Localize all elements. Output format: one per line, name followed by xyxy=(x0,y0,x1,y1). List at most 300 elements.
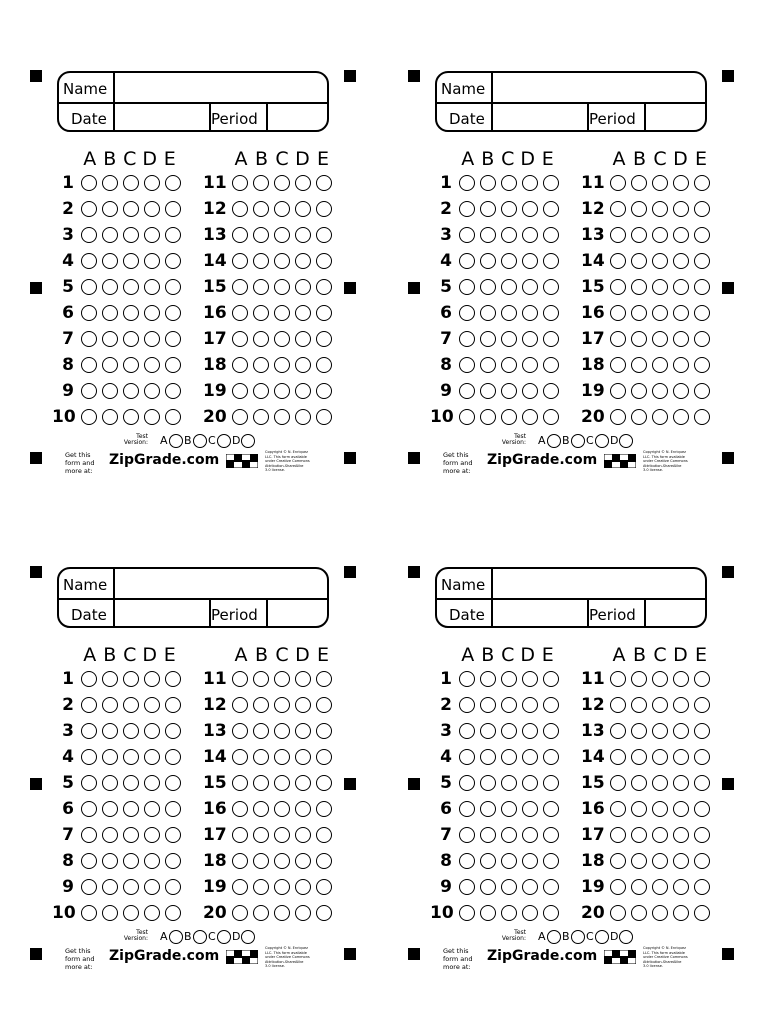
answer-bubble-d[interactable] xyxy=(295,827,311,843)
answer-bubble-e[interactable] xyxy=(694,253,710,269)
answer-bubble-e[interactable] xyxy=(694,749,710,765)
answer-bubble-c[interactable] xyxy=(123,905,139,921)
answer-bubble-b[interactable] xyxy=(480,879,496,895)
answer-bubble-d[interactable] xyxy=(673,279,689,295)
answer-bubble-b[interactable] xyxy=(102,749,118,765)
answer-bubble-a[interactable] xyxy=(459,175,475,191)
answer-bubble-d[interactable] xyxy=(522,879,538,895)
answer-bubble-a[interactable] xyxy=(610,723,626,739)
answer-bubble-b[interactable] xyxy=(480,227,496,243)
answer-bubble-d[interactable] xyxy=(144,175,160,191)
answer-bubble-b[interactable] xyxy=(631,253,647,269)
answer-bubble-a[interactable] xyxy=(232,175,248,191)
answer-bubble-e[interactable] xyxy=(694,357,710,373)
answer-bubble-d[interactable] xyxy=(144,723,160,739)
version-bubble-d[interactable] xyxy=(241,434,255,448)
answer-bubble-c[interactable] xyxy=(501,879,517,895)
answer-bubble-e[interactable] xyxy=(165,227,181,243)
answer-bubble-c[interactable] xyxy=(652,331,668,347)
answer-bubble-b[interactable] xyxy=(480,201,496,217)
answer-bubble-e[interactable] xyxy=(316,409,332,425)
answer-bubble-b[interactable] xyxy=(631,383,647,399)
answer-bubble-c[interactable] xyxy=(123,175,139,191)
answer-bubble-b[interactable] xyxy=(253,201,269,217)
answer-bubble-b[interactable] xyxy=(480,305,496,321)
answer-bubble-c[interactable] xyxy=(123,279,139,295)
answer-bubble-c[interactable] xyxy=(652,723,668,739)
answer-bubble-c[interactable] xyxy=(123,357,139,373)
answer-bubble-c[interactable] xyxy=(274,827,290,843)
answer-bubble-b[interactable] xyxy=(631,175,647,191)
answer-bubble-e[interactable] xyxy=(316,749,332,765)
answer-bubble-d[interactable] xyxy=(144,801,160,817)
answer-bubble-c[interactable] xyxy=(652,253,668,269)
answer-bubble-e[interactable] xyxy=(316,697,332,713)
answer-bubble-a[interactable] xyxy=(459,201,475,217)
answer-bubble-e[interactable] xyxy=(316,671,332,687)
answer-bubble-b[interactable] xyxy=(631,827,647,843)
answer-bubble-b[interactable] xyxy=(253,279,269,295)
answer-bubble-d[interactable] xyxy=(295,697,311,713)
answer-bubble-b[interactable] xyxy=(102,671,118,687)
name-field[interactable] xyxy=(494,571,701,595)
answer-bubble-e[interactable] xyxy=(543,697,559,713)
answer-bubble-a[interactable] xyxy=(232,279,248,295)
answer-bubble-a[interactable] xyxy=(610,253,626,269)
answer-bubble-b[interactable] xyxy=(480,409,496,425)
version-bubble-b[interactable] xyxy=(571,434,585,448)
answer-bubble-b[interactable] xyxy=(253,383,269,399)
answer-bubble-e[interactable] xyxy=(165,357,181,373)
answer-bubble-d[interactable] xyxy=(673,331,689,347)
answer-bubble-c[interactable] xyxy=(123,775,139,791)
answer-bubble-a[interactable] xyxy=(610,775,626,791)
answer-bubble-c[interactable] xyxy=(501,409,517,425)
answer-bubble-a[interactable] xyxy=(232,827,248,843)
answer-bubble-d[interactable] xyxy=(144,201,160,217)
answer-bubble-c[interactable] xyxy=(123,331,139,347)
answer-bubble-e[interactable] xyxy=(165,775,181,791)
answer-bubble-b[interactable] xyxy=(631,853,647,869)
answer-bubble-c[interactable] xyxy=(123,801,139,817)
answer-bubble-d[interactable] xyxy=(522,175,538,191)
answer-bubble-c[interactable] xyxy=(123,879,139,895)
answer-bubble-a[interactable] xyxy=(232,671,248,687)
answer-bubble-a[interactable] xyxy=(610,697,626,713)
answer-bubble-d[interactable] xyxy=(295,331,311,347)
answer-bubble-e[interactable] xyxy=(694,775,710,791)
answer-bubble-d[interactable] xyxy=(673,723,689,739)
answer-bubble-e[interactable] xyxy=(694,279,710,295)
answer-bubble-b[interactable] xyxy=(102,905,118,921)
answer-bubble-c[interactable] xyxy=(652,749,668,765)
answer-bubble-d[interactable] xyxy=(673,775,689,791)
answer-bubble-a[interactable] xyxy=(232,357,248,373)
answer-bubble-c[interactable] xyxy=(652,357,668,373)
answer-bubble-a[interactable] xyxy=(459,279,475,295)
answer-bubble-a[interactable] xyxy=(459,905,475,921)
answer-bubble-b[interactable] xyxy=(631,697,647,713)
answer-bubble-e[interactable] xyxy=(543,775,559,791)
answer-bubble-d[interactable] xyxy=(673,697,689,713)
period-field[interactable] xyxy=(269,106,323,128)
answer-bubble-a[interactable] xyxy=(81,201,97,217)
name-field[interactable] xyxy=(116,571,323,595)
answer-bubble-a[interactable] xyxy=(232,905,248,921)
period-field[interactable] xyxy=(647,602,701,624)
answer-bubble-b[interactable] xyxy=(102,801,118,817)
answer-bubble-d[interactable] xyxy=(295,749,311,765)
answer-bubble-d[interactable] xyxy=(522,383,538,399)
answer-bubble-d[interactable] xyxy=(673,305,689,321)
answer-bubble-a[interactable] xyxy=(81,775,97,791)
answer-bubble-c[interactable] xyxy=(501,227,517,243)
answer-bubble-c[interactable] xyxy=(652,383,668,399)
date-field[interactable] xyxy=(494,106,584,128)
answer-bubble-a[interactable] xyxy=(459,775,475,791)
answer-bubble-e[interactable] xyxy=(543,305,559,321)
answer-bubble-b[interactable] xyxy=(253,253,269,269)
answer-bubble-d[interactable] xyxy=(144,749,160,765)
answer-bubble-a[interactable] xyxy=(232,305,248,321)
answer-bubble-c[interactable] xyxy=(123,853,139,869)
answer-bubble-a[interactable] xyxy=(81,357,97,373)
answer-bubble-b[interactable] xyxy=(631,357,647,373)
answer-bubble-e[interactable] xyxy=(165,279,181,295)
answer-bubble-a[interactable] xyxy=(232,801,248,817)
answer-bubble-b[interactable] xyxy=(480,253,496,269)
date-field[interactable] xyxy=(116,106,206,128)
answer-bubble-c[interactable] xyxy=(123,201,139,217)
answer-bubble-a[interactable] xyxy=(232,409,248,425)
answer-bubble-a[interactable] xyxy=(81,697,97,713)
answer-bubble-c[interactable] xyxy=(652,671,668,687)
answer-bubble-e[interactable] xyxy=(165,723,181,739)
answer-bubble-e[interactable] xyxy=(543,175,559,191)
answer-bubble-a[interactable] xyxy=(610,227,626,243)
answer-bubble-e[interactable] xyxy=(316,853,332,869)
answer-bubble-c[interactable] xyxy=(274,879,290,895)
answer-bubble-a[interactable] xyxy=(81,723,97,739)
answer-bubble-b[interactable] xyxy=(253,227,269,243)
answer-bubble-e[interactable] xyxy=(543,227,559,243)
answer-bubble-c[interactable] xyxy=(501,305,517,321)
answer-bubble-b[interactable] xyxy=(480,853,496,869)
answer-bubble-a[interactable] xyxy=(610,671,626,687)
answer-bubble-b[interactable] xyxy=(480,827,496,843)
answer-bubble-c[interactable] xyxy=(274,201,290,217)
answer-bubble-e[interactable] xyxy=(316,879,332,895)
answer-bubble-a[interactable] xyxy=(81,879,97,895)
answer-bubble-b[interactable] xyxy=(253,671,269,687)
answer-bubble-e[interactable] xyxy=(316,305,332,321)
answer-bubble-a[interactable] xyxy=(81,383,97,399)
answer-bubble-c[interactable] xyxy=(652,305,668,321)
answer-bubble-b[interactable] xyxy=(631,749,647,765)
period-field[interactable] xyxy=(647,106,701,128)
answer-bubble-a[interactable] xyxy=(459,801,475,817)
answer-bubble-d[interactable] xyxy=(522,305,538,321)
answer-bubble-e[interactable] xyxy=(694,697,710,713)
answer-bubble-e[interactable] xyxy=(694,853,710,869)
answer-bubble-a[interactable] xyxy=(81,279,97,295)
version-bubble-c[interactable] xyxy=(217,434,231,448)
answer-bubble-a[interactable] xyxy=(459,879,475,895)
answer-bubble-a[interactable] xyxy=(81,749,97,765)
answer-bubble-c[interactable] xyxy=(652,201,668,217)
answer-bubble-d[interactable] xyxy=(144,853,160,869)
answer-bubble-c[interactable] xyxy=(123,383,139,399)
answer-bubble-b[interactable] xyxy=(631,305,647,321)
answer-bubble-d[interactable] xyxy=(673,175,689,191)
answer-bubble-d[interactable] xyxy=(522,801,538,817)
answer-bubble-b[interactable] xyxy=(631,723,647,739)
answer-bubble-c[interactable] xyxy=(652,175,668,191)
answer-bubble-c[interactable] xyxy=(652,801,668,817)
answer-bubble-d[interactable] xyxy=(673,253,689,269)
period-field[interactable] xyxy=(269,602,323,624)
answer-bubble-c[interactable] xyxy=(274,383,290,399)
answer-bubble-c[interactable] xyxy=(123,723,139,739)
answer-bubble-b[interactable] xyxy=(102,879,118,895)
answer-bubble-e[interactable] xyxy=(165,331,181,347)
answer-bubble-b[interactable] xyxy=(102,409,118,425)
version-bubble-d[interactable] xyxy=(241,930,255,944)
answer-bubble-d[interactable] xyxy=(144,697,160,713)
answer-bubble-e[interactable] xyxy=(543,331,559,347)
answer-bubble-b[interactable] xyxy=(253,827,269,843)
answer-bubble-d[interactable] xyxy=(673,671,689,687)
answer-bubble-a[interactable] xyxy=(610,201,626,217)
answer-bubble-e[interactable] xyxy=(165,905,181,921)
answer-bubble-e[interactable] xyxy=(165,749,181,765)
answer-bubble-a[interactable] xyxy=(81,409,97,425)
answer-bubble-c[interactable] xyxy=(501,749,517,765)
answer-bubble-d[interactable] xyxy=(673,853,689,869)
answer-bubble-c[interactable] xyxy=(652,697,668,713)
answer-bubble-e[interactable] xyxy=(694,383,710,399)
answer-bubble-c[interactable] xyxy=(274,775,290,791)
answer-bubble-a[interactable] xyxy=(81,801,97,817)
answer-bubble-b[interactable] xyxy=(102,279,118,295)
answer-bubble-b[interactable] xyxy=(253,905,269,921)
answer-bubble-d[interactable] xyxy=(144,331,160,347)
answer-bubble-a[interactable] xyxy=(81,305,97,321)
answer-bubble-b[interactable] xyxy=(480,801,496,817)
answer-bubble-d[interactable] xyxy=(522,723,538,739)
answer-bubble-a[interactable] xyxy=(232,227,248,243)
answer-bubble-a[interactable] xyxy=(459,671,475,687)
answer-bubble-e[interactable] xyxy=(316,253,332,269)
answer-bubble-a[interactable] xyxy=(610,175,626,191)
answer-bubble-b[interactable] xyxy=(631,879,647,895)
answer-bubble-e[interactable] xyxy=(316,357,332,373)
answer-bubble-c[interactable] xyxy=(274,723,290,739)
version-bubble-a[interactable] xyxy=(547,434,561,448)
answer-bubble-a[interactable] xyxy=(459,853,475,869)
answer-bubble-b[interactable] xyxy=(480,723,496,739)
answer-bubble-b[interactable] xyxy=(253,331,269,347)
answer-bubble-b[interactable] xyxy=(102,383,118,399)
answer-bubble-c[interactable] xyxy=(652,775,668,791)
version-bubble-a[interactable] xyxy=(169,434,183,448)
answer-bubble-d[interactable] xyxy=(144,305,160,321)
answer-bubble-a[interactable] xyxy=(459,827,475,843)
answer-bubble-d[interactable] xyxy=(295,357,311,373)
answer-bubble-e[interactable] xyxy=(694,879,710,895)
answer-bubble-a[interactable] xyxy=(81,905,97,921)
answer-bubble-c[interactable] xyxy=(274,357,290,373)
answer-bubble-c[interactable] xyxy=(274,175,290,191)
answer-bubble-e[interactable] xyxy=(165,409,181,425)
answer-bubble-d[interactable] xyxy=(522,853,538,869)
answer-bubble-d[interactable] xyxy=(522,749,538,765)
answer-bubble-e[interactable] xyxy=(165,697,181,713)
answer-bubble-b[interactable] xyxy=(631,279,647,295)
answer-bubble-c[interactable] xyxy=(123,827,139,843)
answer-bubble-e[interactable] xyxy=(316,827,332,843)
answer-bubble-e[interactable] xyxy=(165,879,181,895)
answer-bubble-b[interactable] xyxy=(253,357,269,373)
answer-bubble-a[interactable] xyxy=(610,853,626,869)
answer-bubble-b[interactable] xyxy=(102,331,118,347)
answer-bubble-a[interactable] xyxy=(232,331,248,347)
answer-bubble-d[interactable] xyxy=(522,409,538,425)
answer-bubble-d[interactable] xyxy=(522,357,538,373)
answer-bubble-e[interactable] xyxy=(694,201,710,217)
answer-bubble-c[interactable] xyxy=(501,357,517,373)
answer-bubble-e[interactable] xyxy=(316,723,332,739)
answer-bubble-c[interactable] xyxy=(274,253,290,269)
answer-bubble-c[interactable] xyxy=(123,409,139,425)
answer-bubble-b[interactable] xyxy=(631,801,647,817)
answer-bubble-c[interactable] xyxy=(501,671,517,687)
answer-bubble-a[interactable] xyxy=(610,331,626,347)
answer-bubble-d[interactable] xyxy=(673,827,689,843)
answer-bubble-c[interactable] xyxy=(501,383,517,399)
answer-bubble-d[interactable] xyxy=(295,801,311,817)
answer-bubble-b[interactable] xyxy=(102,305,118,321)
answer-bubble-b[interactable] xyxy=(102,775,118,791)
answer-bubble-c[interactable] xyxy=(274,279,290,295)
answer-bubble-a[interactable] xyxy=(232,853,248,869)
answer-bubble-b[interactable] xyxy=(480,775,496,791)
answer-bubble-a[interactable] xyxy=(459,331,475,347)
answer-bubble-a[interactable] xyxy=(459,749,475,765)
version-bubble-b[interactable] xyxy=(193,930,207,944)
version-bubble-a[interactable] xyxy=(547,930,561,944)
answer-bubble-b[interactable] xyxy=(480,175,496,191)
answer-bubble-e[interactable] xyxy=(694,175,710,191)
answer-bubble-e[interactable] xyxy=(543,905,559,921)
answer-bubble-a[interactable] xyxy=(81,253,97,269)
answer-bubble-c[interactable] xyxy=(652,227,668,243)
answer-bubble-b[interactable] xyxy=(102,723,118,739)
answer-bubble-e[interactable] xyxy=(165,253,181,269)
answer-bubble-d[interactable] xyxy=(522,279,538,295)
version-bubble-c[interactable] xyxy=(595,930,609,944)
answer-bubble-d[interactable] xyxy=(144,227,160,243)
answer-bubble-d[interactable] xyxy=(144,775,160,791)
answer-bubble-d[interactable] xyxy=(144,409,160,425)
answer-bubble-d[interactable] xyxy=(673,383,689,399)
answer-bubble-d[interactable] xyxy=(295,853,311,869)
answer-bubble-a[interactable] xyxy=(610,409,626,425)
answer-bubble-d[interactable] xyxy=(295,201,311,217)
answer-bubble-e[interactable] xyxy=(694,671,710,687)
answer-bubble-c[interactable] xyxy=(123,697,139,713)
answer-bubble-a[interactable] xyxy=(81,227,97,243)
answer-bubble-d[interactable] xyxy=(522,905,538,921)
answer-bubble-a[interactable] xyxy=(459,383,475,399)
answer-bubble-c[interactable] xyxy=(652,853,668,869)
answer-bubble-c[interactable] xyxy=(501,801,517,817)
answer-bubble-c[interactable] xyxy=(274,331,290,347)
answer-bubble-b[interactable] xyxy=(480,749,496,765)
answer-bubble-a[interactable] xyxy=(610,827,626,843)
answer-bubble-d[interactable] xyxy=(673,749,689,765)
version-bubble-c[interactable] xyxy=(595,434,609,448)
answer-bubble-d[interactable] xyxy=(522,671,538,687)
version-bubble-d[interactable] xyxy=(619,930,633,944)
answer-bubble-a[interactable] xyxy=(232,723,248,739)
answer-bubble-c[interactable] xyxy=(123,671,139,687)
answer-bubble-e[interactable] xyxy=(316,175,332,191)
answer-bubble-c[interactable] xyxy=(274,697,290,713)
answer-bubble-c[interactable] xyxy=(652,827,668,843)
answer-bubble-d[interactable] xyxy=(295,305,311,321)
answer-bubble-c[interactable] xyxy=(274,749,290,765)
answer-bubble-e[interactable] xyxy=(165,201,181,217)
answer-bubble-e[interactable] xyxy=(543,253,559,269)
answer-bubble-d[interactable] xyxy=(673,201,689,217)
answer-bubble-a[interactable] xyxy=(610,749,626,765)
answer-bubble-b[interactable] xyxy=(253,305,269,321)
answer-bubble-b[interactable] xyxy=(631,905,647,921)
answer-bubble-e[interactable] xyxy=(543,383,559,399)
answer-bubble-b[interactable] xyxy=(102,227,118,243)
answer-bubble-d[interactable] xyxy=(295,253,311,269)
answer-bubble-e[interactable] xyxy=(543,827,559,843)
answer-bubble-b[interactable] xyxy=(480,331,496,347)
answer-bubble-b[interactable] xyxy=(631,409,647,425)
answer-bubble-c[interactable] xyxy=(501,723,517,739)
answer-bubble-b[interactable] xyxy=(253,723,269,739)
answer-bubble-e[interactable] xyxy=(165,383,181,399)
answer-bubble-e[interactable] xyxy=(543,201,559,217)
answer-bubble-a[interactable] xyxy=(81,827,97,843)
name-field[interactable] xyxy=(116,75,323,99)
date-field[interactable] xyxy=(494,602,584,624)
answer-bubble-e[interactable] xyxy=(694,905,710,921)
answer-bubble-b[interactable] xyxy=(253,801,269,817)
answer-bubble-e[interactable] xyxy=(316,905,332,921)
answer-bubble-e[interactable] xyxy=(694,723,710,739)
answer-bubble-a[interactable] xyxy=(459,357,475,373)
answer-bubble-c[interactable] xyxy=(274,853,290,869)
answer-bubble-b[interactable] xyxy=(102,827,118,843)
answer-bubble-a[interactable] xyxy=(459,697,475,713)
answer-bubble-d[interactable] xyxy=(144,253,160,269)
answer-bubble-e[interactable] xyxy=(165,305,181,321)
answer-bubble-b[interactable] xyxy=(102,201,118,217)
answer-bubble-d[interactable] xyxy=(295,879,311,895)
answer-bubble-c[interactable] xyxy=(274,227,290,243)
answer-bubble-e[interactable] xyxy=(165,801,181,817)
answer-bubble-c[interactable] xyxy=(652,409,668,425)
answer-bubble-d[interactable] xyxy=(522,827,538,843)
version-bubble-a[interactable] xyxy=(169,930,183,944)
